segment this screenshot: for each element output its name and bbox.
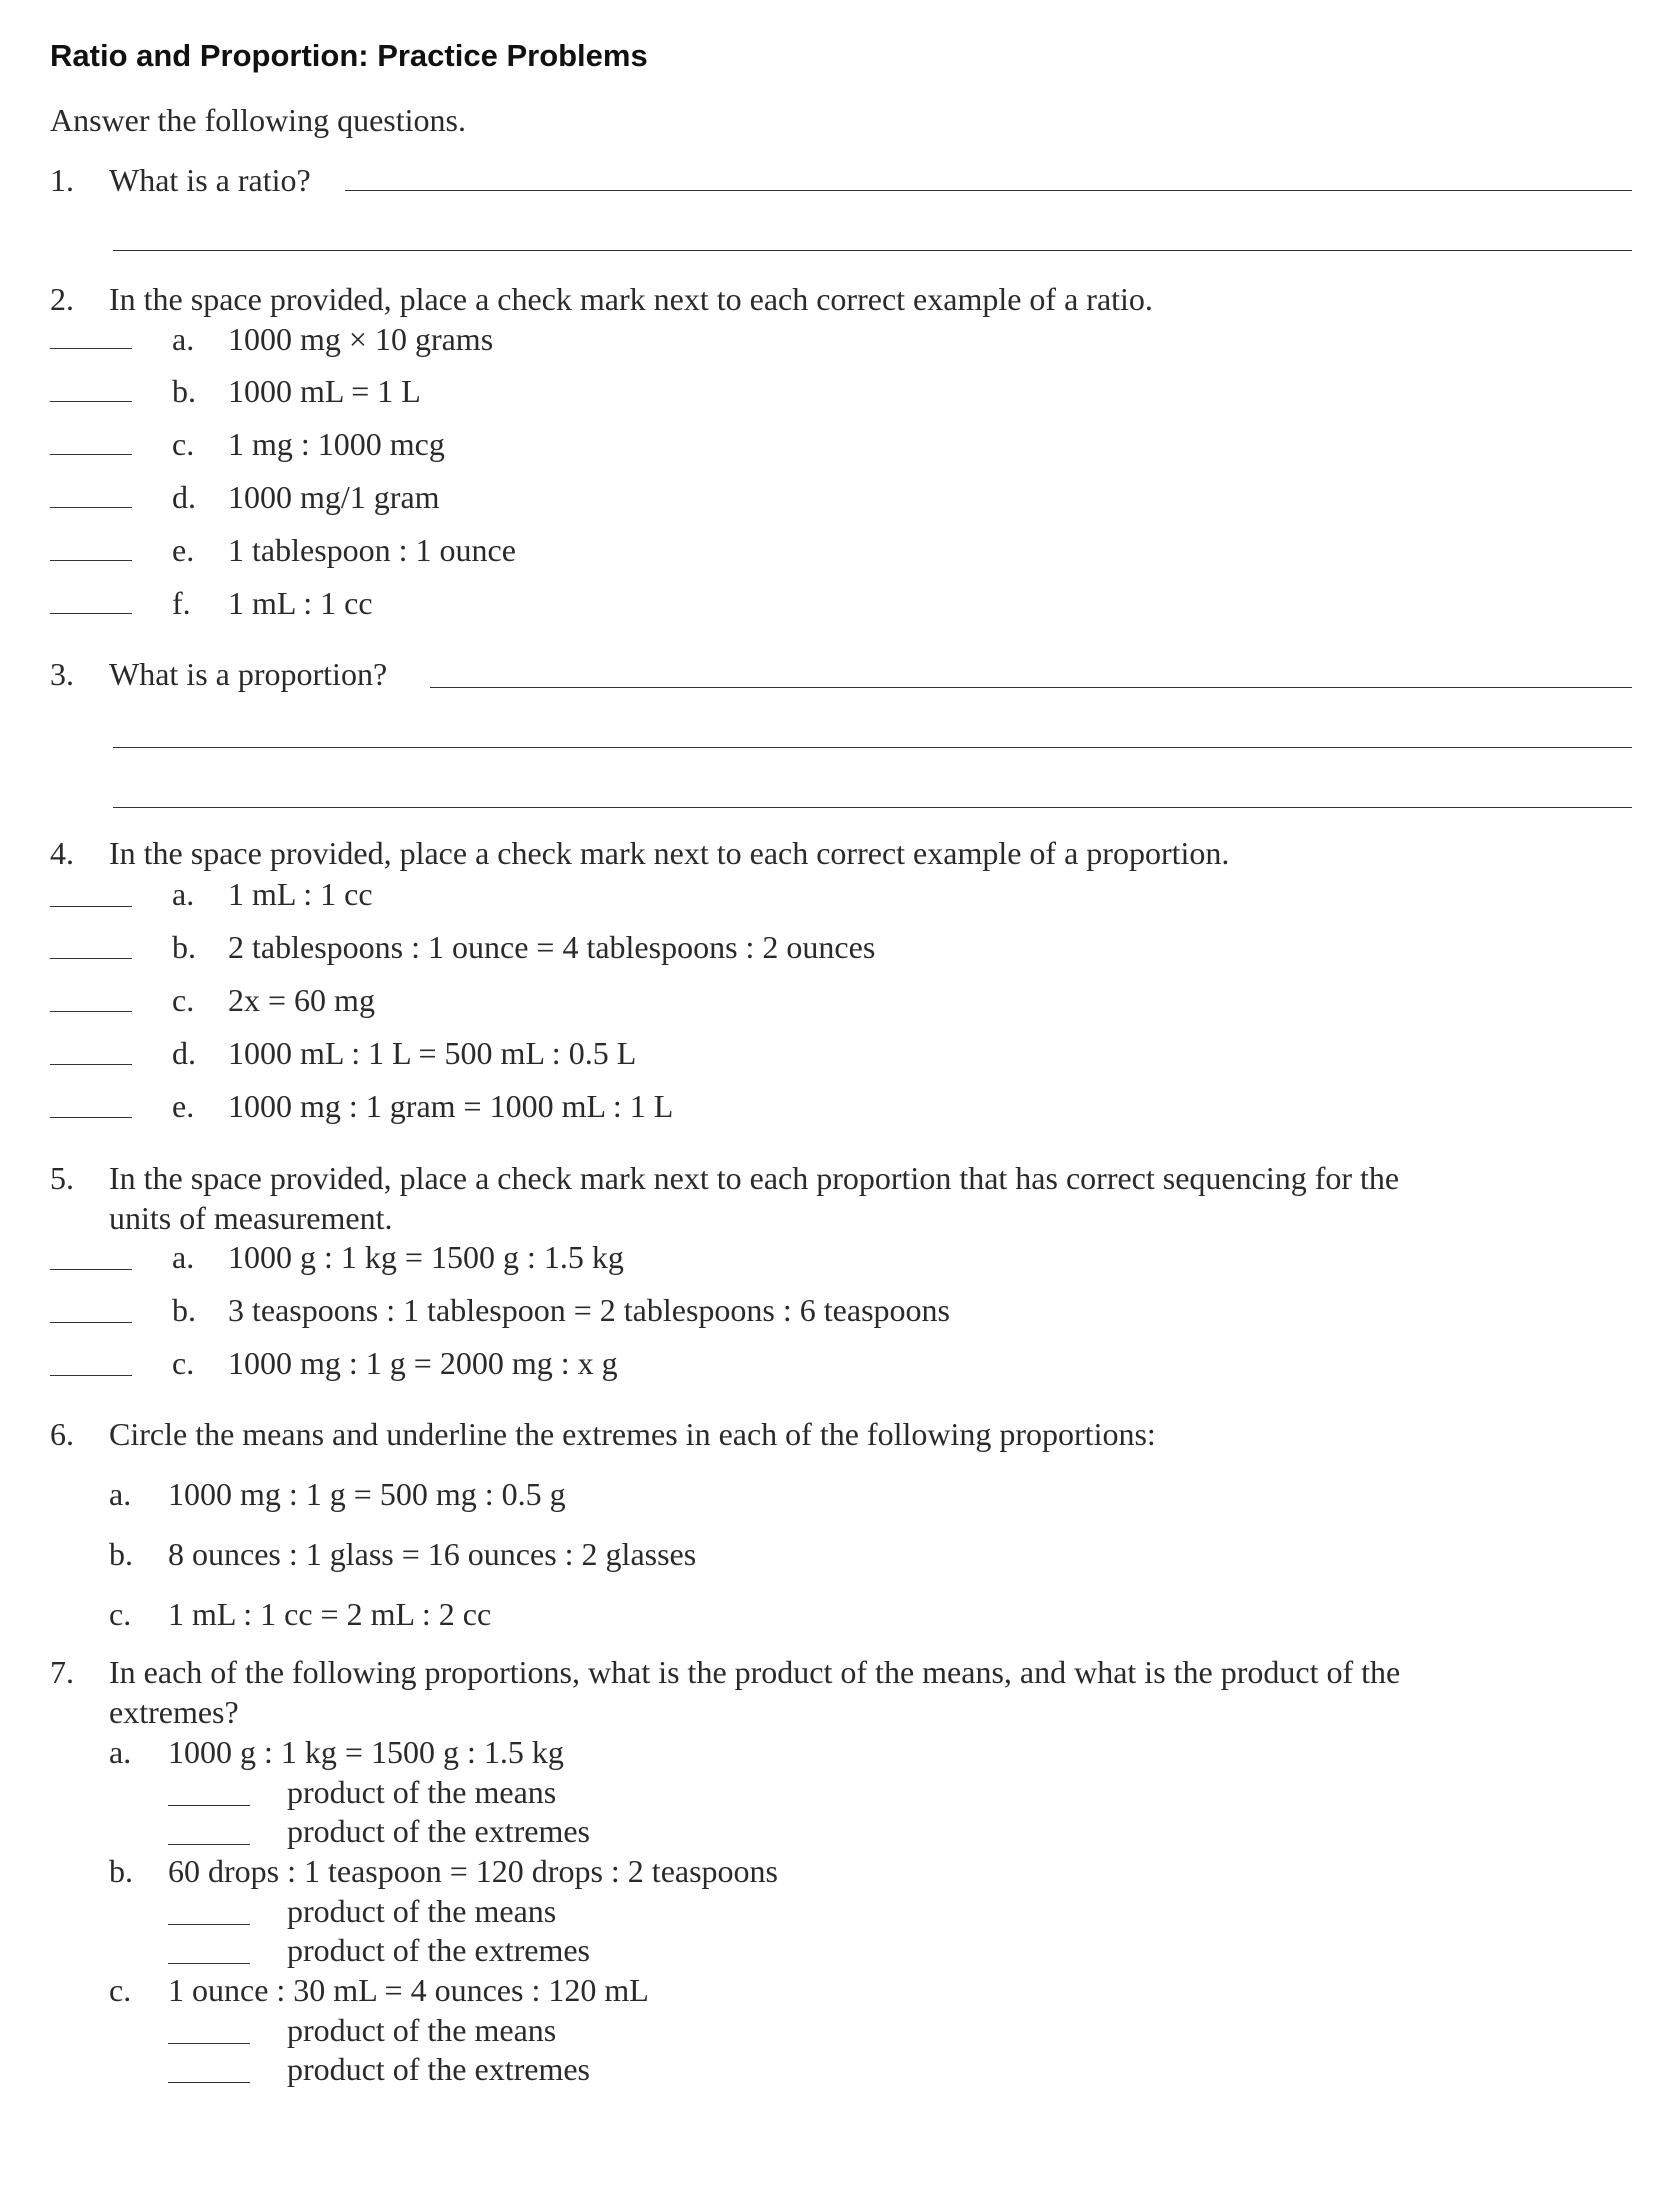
q5b-text: 3 teaspoons : 1 tablespoon = 2 tablespoons : 6 teaspoons bbox=[228, 1292, 950, 1328]
q7c-means-label: product of the means bbox=[287, 2012, 557, 2048]
q7a-extremes-label: product of the extremes bbox=[287, 1813, 590, 1849]
q4e-check-blank[interactable] bbox=[50, 1117, 132, 1118]
q5a-check-blank[interactable] bbox=[50, 1269, 132, 1270]
q4c-letter: c. bbox=[172, 982, 195, 1018]
q2e-text: 1 tablespoon : 1 ounce bbox=[228, 532, 516, 568]
q7b-text: 60 drops : 1 teaspoon = 120 drops : 2 teaspoons bbox=[168, 1853, 778, 1889]
q5-number: 5. bbox=[50, 1160, 74, 1196]
q4b-text: 2 tablespoons : 1 ounce = 4 tablespoons : 2 ounces bbox=[228, 929, 876, 965]
q4d-letter: d. bbox=[172, 1035, 196, 1071]
q2f-text: 1 mL : 1 cc bbox=[228, 585, 373, 621]
q4c-check-blank[interactable] bbox=[50, 1011, 132, 1012]
q3-answer-line-2[interactable] bbox=[113, 747, 1632, 748]
q7a-letter: a. bbox=[109, 1734, 132, 1770]
q4e-text: 1000 mg : 1 gram = 1000 mL : 1 L bbox=[228, 1088, 674, 1124]
q2-text: In the space provided, place a check mark next to each correct example of a ratio. bbox=[109, 281, 1153, 317]
page-title: Ratio and Proportion: Practice Problems bbox=[50, 38, 648, 73]
instructions: Answer the following questions. bbox=[50, 102, 466, 138]
q6a-letter: a. bbox=[109, 1476, 132, 1512]
q6c-text: 1 mL : 1 cc = 2 mL : 2 cc bbox=[168, 1596, 492, 1632]
q4-number: 4. bbox=[50, 835, 74, 871]
q3-answer-line-1[interactable] bbox=[430, 687, 1632, 688]
q4d-text: 1000 mL : 1 L = 500 mL : 0.5 L bbox=[228, 1035, 637, 1071]
q6b-text: 8 ounces : 1 glass = 16 ounces : 2 glasses bbox=[168, 1536, 697, 1572]
q2d-check-blank[interactable] bbox=[50, 507, 132, 508]
q6b-letter: b. bbox=[109, 1536, 133, 1572]
q1-number: 1. bbox=[50, 162, 74, 198]
q5b-letter: b. bbox=[172, 1292, 196, 1328]
q5-text-line-1: In the space provided, place a check mark next to each proportion that has correct sequencing for the bbox=[109, 1160, 1400, 1196]
q4b-check-blank[interactable] bbox=[50, 958, 132, 959]
q2b-text: 1000 mL = 1 L bbox=[228, 373, 421, 409]
q2f-check-blank[interactable] bbox=[50, 613, 132, 614]
q5a-text: 1000 g : 1 kg = 1500 g : 1.5 kg bbox=[228, 1239, 624, 1275]
q4b-letter: b. bbox=[172, 929, 196, 965]
q6c-letter: c. bbox=[109, 1596, 132, 1632]
q7c-extremes-blank[interactable] bbox=[168, 2082, 250, 2083]
q5-text-line-2: units of measurement. bbox=[109, 1200, 393, 1236]
q2e-check-blank[interactable] bbox=[50, 560, 132, 561]
q5c-check-blank[interactable] bbox=[50, 1375, 132, 1376]
q2b-check-blank[interactable] bbox=[50, 401, 132, 402]
q2d-letter: d. bbox=[172, 479, 196, 515]
q7-text-line-1: In each of the following proportions, what is the product of the means, and what is the product of the bbox=[109, 1654, 1401, 1690]
q4a-text: 1 mL : 1 cc bbox=[228, 876, 373, 912]
q7-text-line-2: extremes? bbox=[109, 1694, 239, 1730]
q6-text: Circle the means and underline the extremes in each of the following proportions: bbox=[109, 1416, 1156, 1452]
q7c-text: 1 ounce : 30 mL = 4 ounces : 120 mL bbox=[168, 1972, 649, 2008]
q2a-text: 1000 mg × 10 grams bbox=[228, 321, 494, 357]
q2f-letter: f. bbox=[172, 585, 191, 621]
q2c-letter: c. bbox=[172, 426, 195, 462]
q4e-letter: e. bbox=[172, 1088, 195, 1124]
q2c-check-blank[interactable] bbox=[50, 454, 132, 455]
q5a-letter: a. bbox=[172, 1239, 195, 1275]
q2b-letter: b. bbox=[172, 373, 196, 409]
q7a-means-label: product of the means bbox=[287, 1774, 557, 1810]
q2c-text: 1 mg : 1000 mcg bbox=[228, 426, 445, 462]
q7c-means-blank[interactable] bbox=[168, 2043, 250, 2044]
q7c-extremes-label: product of the extremes bbox=[287, 2051, 590, 2087]
q1-text: What is a ratio? bbox=[109, 162, 311, 198]
q2-number: 2. bbox=[50, 281, 74, 317]
q7b-letter: b. bbox=[109, 1853, 133, 1889]
q6-number: 6. bbox=[50, 1416, 74, 1452]
q7-number: 7. bbox=[50, 1654, 74, 1690]
q3-answer-line-3[interactable] bbox=[113, 807, 1632, 808]
q6a-text: 1000 mg : 1 g = 500 mg : 0.5 g bbox=[168, 1476, 566, 1512]
q7c-letter: c. bbox=[109, 1972, 132, 2008]
q7b-means-label: product of the means bbox=[287, 1893, 557, 1929]
q2d-text: 1000 mg/1 gram bbox=[228, 479, 440, 515]
q5c-letter: c. bbox=[172, 1345, 195, 1381]
q7a-text: 1000 g : 1 kg = 1500 g : 1.5 kg bbox=[168, 1734, 564, 1770]
q7a-means-blank[interactable] bbox=[168, 1805, 250, 1806]
q4a-letter: a. bbox=[172, 876, 195, 912]
q1-answer-line-2[interactable] bbox=[113, 250, 1632, 251]
q1-answer-line-1[interactable] bbox=[345, 190, 1632, 191]
q4-text: In the space provided, place a check mark next to each correct example of a proportion. bbox=[109, 835, 1230, 871]
q4d-check-blank[interactable] bbox=[50, 1064, 132, 1065]
q7b-means-blank[interactable] bbox=[168, 1924, 250, 1925]
q4a-check-blank[interactable] bbox=[50, 906, 132, 907]
q3-text: What is a proportion? bbox=[109, 656, 388, 692]
q5b-check-blank[interactable] bbox=[50, 1322, 132, 1323]
q2a-check-blank[interactable] bbox=[50, 348, 132, 349]
q5c-text: 1000 mg : 1 g = 2000 mg : x g bbox=[228, 1345, 618, 1381]
q2a-letter: a. bbox=[172, 321, 195, 357]
q7b-extremes-blank[interactable] bbox=[168, 1963, 250, 1964]
q4c-text: 2x = 60 mg bbox=[228, 982, 375, 1018]
q7a-extremes-blank[interactable] bbox=[168, 1844, 250, 1845]
q2e-letter: e. bbox=[172, 532, 195, 568]
q7b-extremes-label: product of the extremes bbox=[287, 1932, 590, 1968]
q3-number: 3. bbox=[50, 656, 74, 692]
